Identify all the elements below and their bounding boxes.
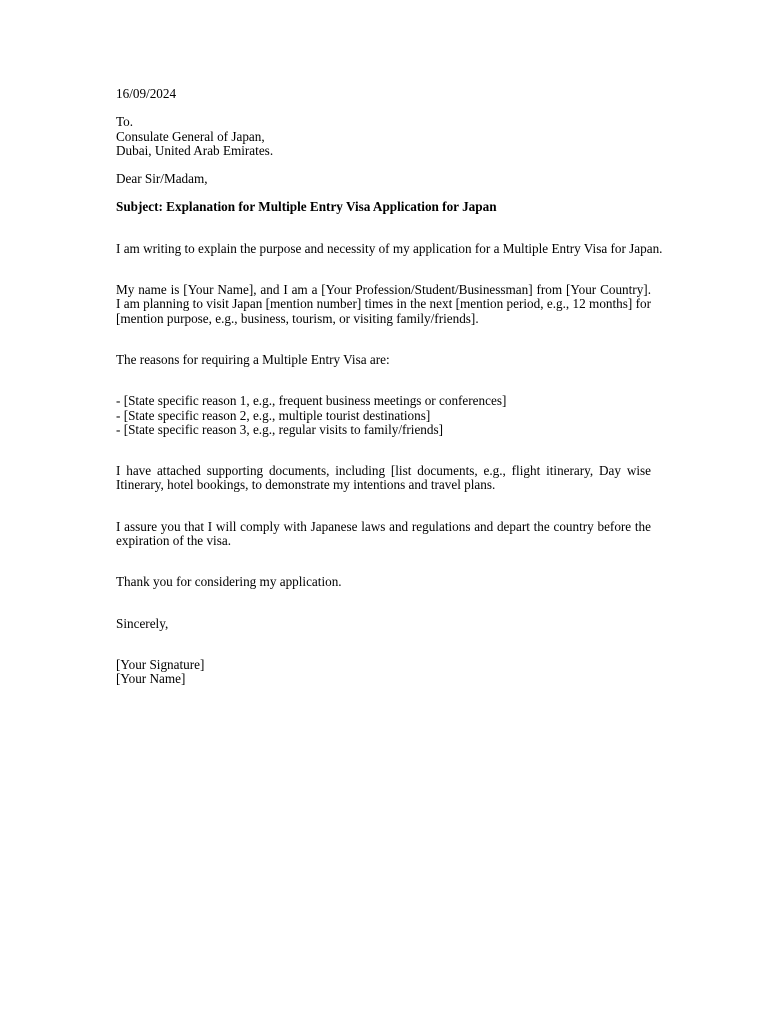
subject-line: Subject: Explanation for Multiple Entry Visa Application for Japan <box>116 199 497 215</box>
recipient-address <box>116 115 651 158</box>
list-item: - [State specific reason 2, e.g., multiple tourist destinations] <box>116 407 431 423</box>
list-item: - [State specific reason 3, e.g., regular visits to family/friends] <box>116 421 444 437</box>
reasons-heading: The reasons for requiring a Multiple Entry Visa are: <box>116 351 390 367</box>
name-placeholder: [Your Name] <box>116 671 186 687</box>
details-paragraph: My name is [Your Name], and I am a [Your Profession/Student/Businessman] from [Your Country]. I am planning to visit Japan [mention number] times in the next [mention period, e.g., 12 months] for [mention purpose, e.g., business, tourism, or visiting family/friends]. <box>116 282 651 326</box>
recipient-line: Consulate General of Japan, <box>116 128 265 144</box>
assurance-paragraph: I assure you that I will comply with Japanese laws and regulations and depart the country before the expiration of the visa. <box>116 518 651 549</box>
closing: Sincerely, <box>116 615 169 631</box>
intro-paragraph: I am writing to explain the purpose and necessity of my application for a Multiple Entry Visa for Japan. <box>116 240 663 256</box>
list-item: - [State specific reason 1, e.g., frequent business meetings or conferences] <box>116 393 507 409</box>
signature-placeholder: [Your Signature] <box>116 656 205 672</box>
recipient-line: To. <box>116 114 134 130</box>
reasons-list <box>116 394 651 437</box>
letter-date: 16/09/2024 <box>116 86 177 101</box>
documents-paragraph: I have attached supporting documents, including [list documents, e.g., flight itinerary, Day wise Itinerary, hotel bookings, to demonstrate my intentions and travel plans. <box>116 463 651 493</box>
recipient-line: Dubai, United Arab Emirates. <box>116 142 274 158</box>
salutation: Dear Sir/Madam, <box>116 171 208 187</box>
thanks-paragraph: Thank you for considering my application. <box>116 574 342 590</box>
letter-body <box>116 86 663 687</box>
